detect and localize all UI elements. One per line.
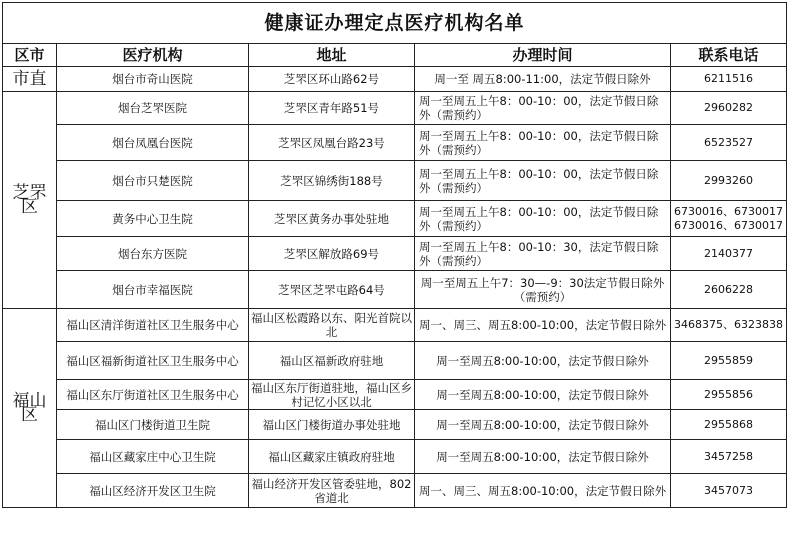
phone-cell: 3468375、6323838 bbox=[671, 309, 787, 342]
header-row bbox=[3, 44, 787, 67]
institution-cell: 福山区门楼街道卫生院 bbox=[57, 410, 249, 440]
institution-cell: 黄务中心卫生院 bbox=[57, 201, 249, 237]
table-row bbox=[3, 92, 787, 125]
hours-cell: 周一至 周五8:00-11:00，法定节假日除外 bbox=[415, 67, 671, 92]
header-district: 区市 bbox=[3, 44, 57, 67]
address-cell: 福山区松霞路以东、阳光首院以北 bbox=[249, 309, 415, 342]
header-phone: 联系电话 bbox=[671, 44, 787, 67]
address-cell: 芝罘区解放路69号 bbox=[249, 237, 415, 271]
table-row bbox=[3, 380, 787, 410]
table-row bbox=[3, 309, 787, 342]
address-cell: 芝罘区环山路62号 bbox=[249, 67, 415, 92]
header-institution: 医疗机构 bbox=[57, 44, 249, 67]
table-row bbox=[3, 474, 787, 508]
address-cell: 芝罘区芝罘屯路64号 bbox=[249, 271, 415, 309]
institution-cell: 烟台市幸福医院 bbox=[57, 271, 249, 309]
hours-cell: 周一至周五上午7：30—-9：30法定节假日除外（需预约） bbox=[415, 271, 671, 309]
table-row bbox=[3, 125, 787, 161]
address-cell: 芝罘区黄务办事处驻地 bbox=[249, 201, 415, 237]
page-title: 健康证办理定点医疗机构名单 bbox=[3, 3, 787, 44]
address-cell: 芝罘区青年路51号 bbox=[249, 92, 415, 125]
phone-cell: 3457073 bbox=[671, 474, 787, 508]
hours-cell: 周一至周五8:00-10:00，法定节假日除外 bbox=[415, 410, 671, 440]
institution-cell: 烟台东方医院 bbox=[57, 237, 249, 271]
hours-cell: 周一至周五8:00-10:00，法定节假日除外 bbox=[415, 440, 671, 474]
header-hours: 办理时间 bbox=[415, 44, 671, 67]
table-row bbox=[3, 342, 787, 380]
address-cell: 福山经济开发区管委驻地，802省道北 bbox=[249, 474, 415, 508]
phone-cell: 2955859 bbox=[671, 342, 787, 380]
institution-cell: 福山区东厅街道社区卫生服务中心 bbox=[57, 380, 249, 410]
phone-cell: 2960282 bbox=[671, 92, 787, 125]
phone-cell: 2993260 bbox=[671, 161, 787, 201]
institution-cell: 福山区福新街道社区卫生服务中心 bbox=[57, 342, 249, 380]
table-row bbox=[3, 410, 787, 440]
header-address: 地址 bbox=[249, 44, 415, 67]
institution-table bbox=[2, 2, 787, 508]
table-row bbox=[3, 161, 787, 201]
address-cell: 芝罘区锦绣街188号 bbox=[249, 161, 415, 201]
district-cell: 市直 bbox=[3, 67, 57, 92]
hours-cell: 周一至周五8:00-10:00，法定节假日除外 bbox=[415, 380, 671, 410]
institution-cell: 烟台市奇山医院 bbox=[57, 67, 249, 92]
district-cell: 福山区 bbox=[3, 309, 57, 508]
phone-cell: 6523527 bbox=[671, 125, 787, 161]
hours-cell: 周一至周五上午8：00-10：00，法定节假日除外（需预约） bbox=[415, 201, 671, 237]
address-cell: 福山区门楼街道办事处驻地 bbox=[249, 410, 415, 440]
address-cell: 芝罘区凤凰台路23号 bbox=[249, 125, 415, 161]
table-row bbox=[3, 237, 787, 271]
phone-cell: 2140377 bbox=[671, 237, 787, 271]
address-cell: 福山区藏家庄镇政府驻地 bbox=[249, 440, 415, 474]
address-cell: 福山区福新政府驻地 bbox=[249, 342, 415, 380]
hours-cell: 周一至周五8:00-10:00，法定节假日除外 bbox=[415, 342, 671, 380]
institution-cell: 烟台凤凰台医院 bbox=[57, 125, 249, 161]
institution-cell: 烟台市只楚医院 bbox=[57, 161, 249, 201]
table-row bbox=[3, 440, 787, 474]
table-row bbox=[3, 201, 787, 237]
district-cell: 芝罘区 bbox=[3, 92, 57, 309]
institution-cell: 烟台芝罘医院 bbox=[57, 92, 249, 125]
hours-cell: 周一至周五上午8：00-10：30，法定节假日除外（需预约） bbox=[415, 237, 671, 271]
phone-cell: 2955856 bbox=[671, 380, 787, 410]
address-cell: 福山区东厅街道驻地，福山区乡村记忆小区以北 bbox=[249, 380, 415, 410]
phone-cell: 6730016、6730017 6730016、6730017 bbox=[671, 201, 787, 237]
institution-cell: 福山区藏家庄中心卫生院 bbox=[57, 440, 249, 474]
table-row bbox=[3, 67, 787, 92]
phone-cell: 2606228 bbox=[671, 271, 787, 309]
phone-cell: 6211516 bbox=[671, 67, 787, 92]
hours-cell: 周一、周三、周五8:00-10:00，法定节假日除外 bbox=[415, 309, 671, 342]
hours-cell: 周一、周三、周五8:00-10:00，法定节假日除外 bbox=[415, 474, 671, 508]
phone-cell: 2955868 bbox=[671, 410, 787, 440]
hours-cell: 周一至周五上午8：00-10：00，法定节假日除外（需预约） bbox=[415, 161, 671, 201]
hours-cell: 周一至周五上午8：00-10：00，法定节假日除外（需预约） bbox=[415, 92, 671, 125]
table-row bbox=[3, 271, 787, 309]
institution-cell: 福山区经济开发区卫生院 bbox=[57, 474, 249, 508]
phone-cell: 3457258 bbox=[671, 440, 787, 474]
hours-cell: 周一至周五上午8：00-10：00，法定节假日除外（需预约） bbox=[415, 125, 671, 161]
institution-cell: 福山区清洋街道社区卫生服务中心 bbox=[57, 309, 249, 342]
